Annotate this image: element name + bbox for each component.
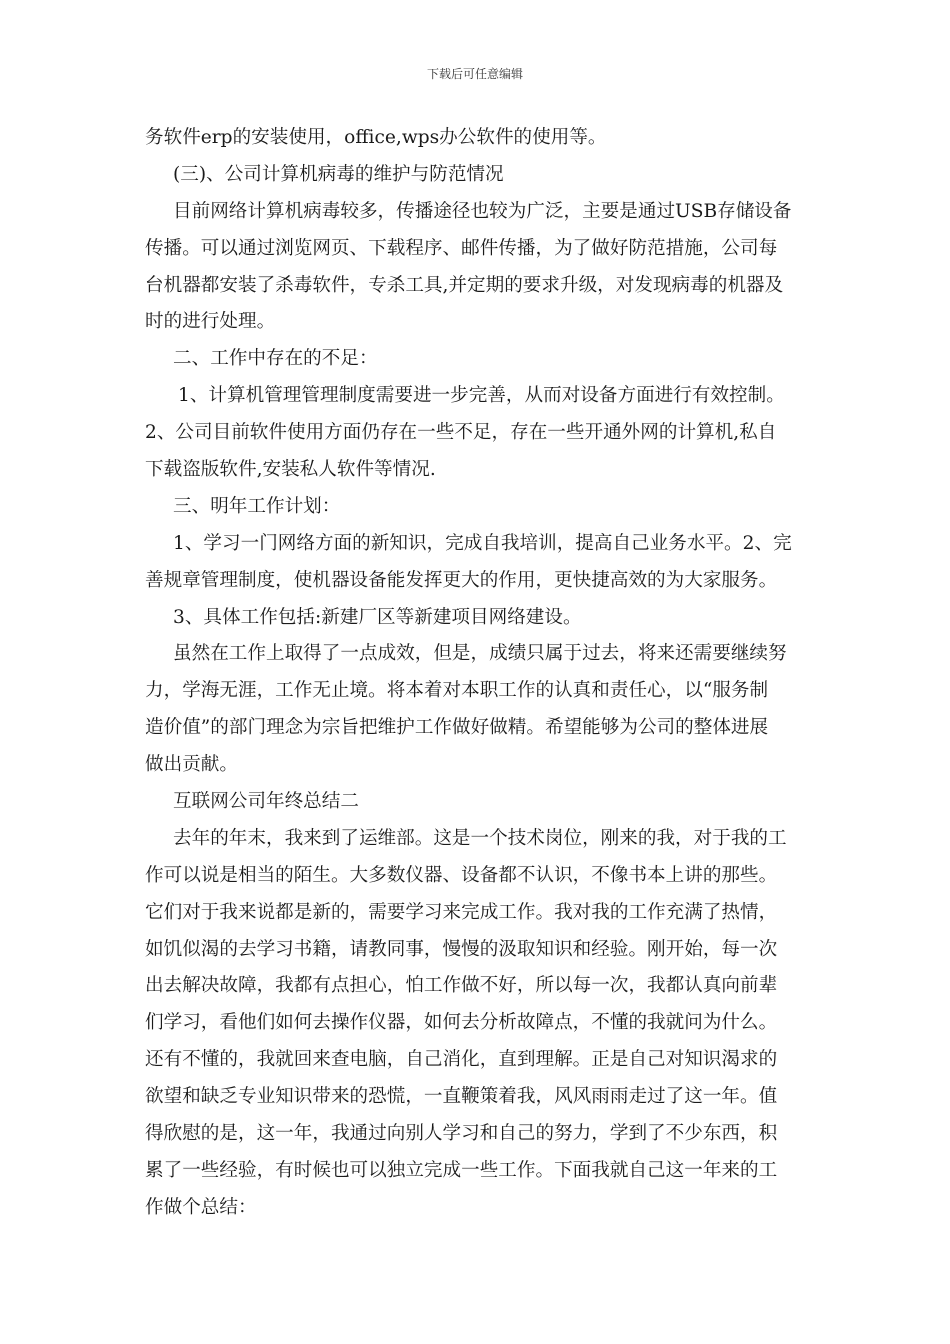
section-heading: 互联网公司年终总结二: [173, 791, 359, 813]
text-line: 传播。可以通过浏览网页、下载程序、邮件传播，为了做好防范措施，公司每: [145, 237, 778, 259]
text-line: 造价值”的部门理念为宗旨把维护工作做好做精。希望能够为公司的整体进展: [145, 717, 769, 739]
text-line: 时的进行处理。: [145, 311, 276, 333]
text-line: 3、具体工作包括:新建厂区等新建项目网络建设。: [173, 606, 582, 628]
page-header-note: 下载后可任意编辑: [426, 67, 523, 81]
text-line: 虽然在工作上取得了一点成效，但是，成绩只属于过去，将来还需要继续努: [173, 643, 787, 665]
text-line: 它们对于我来说都是新的，需要学习来完成工作。我对我的工作充满了热情，: [145, 901, 778, 923]
text-line: 去年的年末，我来到了运维部。这是一个技术岗位，刚来的我，对于我的工: [173, 827, 787, 849]
text-line: 目前网络计算机病毒较多，传播途径也较为广泛，主要是通过USB存储设备: [173, 200, 792, 222]
text-line: 善规章管理制度，使机器设备能发挥更大的作用，更快捷高效的为大家服务。: [145, 569, 778, 591]
text-line: 们学习，看他们如何去操作仪器，如何去分析故障点，不懂的我就问为什么。: [145, 1012, 778, 1034]
text-line: 得欣慰的是，这一年，我通过向别人学习和自己的努力，学到了不少东西，积: [145, 1123, 778, 1145]
text-line: 务软件erp的安装使用，office,wps办公软件的使用等。: [145, 127, 607, 148]
text-line: 下载盗版软件,安装私人软件等情况.: [145, 459, 436, 481]
text-line: 2、公司目前软件使用方面仍存在一些不足，存在一些开通外网的计算机,私自: [145, 422, 777, 444]
section-heading: 三、明年工作计划：: [173, 495, 341, 517]
text-line: 台机器都安装了杀毒软件，专杀工具,并定期的要求升级，对发现病毒的机器及: [145, 274, 784, 296]
section-heading: 二、工作中存在的不足：: [173, 348, 378, 370]
text-line: 如饥似渴的去学习书籍，请教同事，慢慢的汲取知识和经验。刚开始，每一次: [145, 938, 778, 960]
text-line: (三)、公司计算机病毒的维护与防范情况: [173, 163, 504, 185]
text-line: 力，学海无涯，工作无止境。将本着对本职工作的认真和责任心，以“服务制: [145, 680, 769, 702]
text-line: 1、计算机管理管理制度需要进一步完善，从而对设备方面进行有效控制。: [178, 385, 785, 407]
text-line: 欲望和缺乏专业知识带来的恐慌，一直鞭策着我，风风雨雨走过了这一年。值: [145, 1086, 778, 1108]
text-line: 累了一些经验，有时候也可以独立完成一些工作。下面我就自己这一年来的工: [145, 1159, 778, 1181]
text-line: 作做个总结：: [145, 1196, 257, 1218]
text-line: 做出贡献。: [145, 754, 238, 776]
text-line: 出去解决故障，我都有点担心，怕工作做不好，所以每一次，我都认真向前辈: [145, 975, 778, 997]
text-line: 还有不懂的，我就回来查电脑，自己消化，直到理解。正是自己对知识渴求的: [145, 1049, 778, 1071]
text-line: 1、学习一门网络方面的新知识，完成自我培训，提高自己业务水平。2、完: [173, 532, 792, 554]
document-body: [145, 120, 813, 1227]
text-line: 作可以说是相当的陌生。大多数仪器、设备都不认识，不像书本上讲的那些。: [145, 864, 778, 886]
